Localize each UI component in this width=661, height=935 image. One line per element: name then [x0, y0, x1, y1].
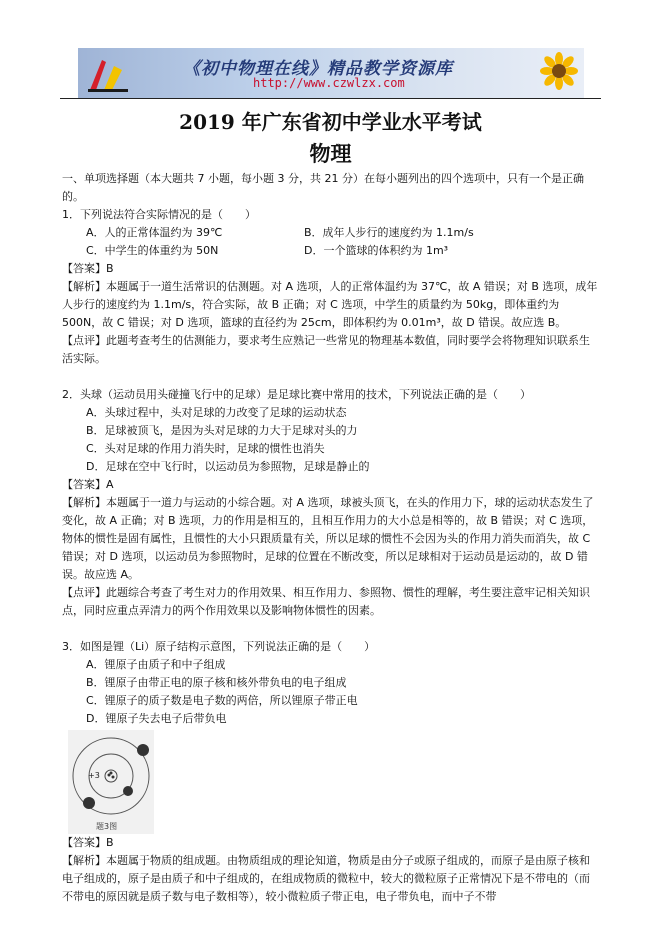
figure-caption: 题3图: [96, 822, 118, 831]
q3-option-a: A．锂原子由质子和中子组成: [86, 658, 226, 671]
nucleus-charge-label: +3: [88, 771, 100, 780]
lithium-atom-figure: [68, 730, 154, 834]
q2-option-d: D．足球在空中飞行时，以运动员为参照物，足球是静止的: [86, 460, 370, 473]
q1-analysis: 【解析】本题属于一道生活常识的估测题。对 A 选项，人的正常体温约为 37℃，故 A 错误；对 B 选项，成年人步行的速度约为 1.1m/s，符合实际，故 B 正确；对 C 选项，中学生的质量约为 50kg，即体重约为 500N，故 C 错误；对 D 选项，篮球的直径约为 25cm，即体积约为 0.01m³，故 D 错误。故应选 B。: [62, 280, 598, 329]
q1-options-row2: [62, 242, 600, 260]
atom-diagram: [68, 730, 154, 834]
q2-answer: 【答案】A: [62, 478, 114, 491]
q3-answer: 【答案】B: [62, 836, 114, 849]
banner-url[interactable]: http://www.czwlzx.com: [253, 76, 405, 90]
q2-option-c: C．头对足球的作用力消失时，足球的惯性也消失: [86, 442, 325, 455]
q1-options-row1: [62, 224, 600, 242]
q1-option-b: B．成年人步行的速度约为 1.1m/s: [304, 226, 474, 239]
q1-option-d: D．一个篮球的体积约为 1m³: [304, 244, 449, 257]
q1-answer: 【答案】B: [62, 262, 114, 275]
q2-analysis: 【解析】本题属于一道力与运动的小综合题。对 A 选项，球被头顶飞，在头的作用力下，球的运动状态发生了变化，故 A 正确；对 B 选项，力的作用是相互的，且相互作用力的大小总是相等的，故 B 错误；对 C 选项，物体的惯性是固有属性，且惯性的大小只跟质量有关，所以足球的惯性不会因为头的作用力消失而消失，故 C 错误；对 D 选项，以运动员为参照物时，足球的位置在不断改变，所以足球相对于运动员是运动的，故 D 错误。故应选 A。: [62, 496, 594, 581]
q2-option-a: A．头球过程中，头对足球的力改变了足球的运动状态: [86, 406, 347, 419]
document-body: [62, 170, 600, 906]
q3-option-c: C．锂原子的质子数是电子数的两倍，所以锂原子带正电: [86, 694, 358, 707]
q1-stem: 1．下列说法符合实际情况的是（ ）: [62, 208, 256, 221]
logo-icon: [84, 52, 134, 94]
q2-stem: 2．头球（运动员用头碰撞飞行中的足球）是足球比赛中常用的技术，下列说法正确的是（ ）: [62, 388, 531, 401]
q3-stem: 3．如图是锂（Li）原子结构示意图，下列说法正确的是（ ）: [62, 640, 376, 653]
banner-title: 《初中物理在线》精品教学资源库: [183, 59, 453, 79]
q1-option-c: C．中学生的体重约为 50N: [86, 244, 219, 257]
q1-comment: 【点评】此题考查考生的估测能力，要求考生应熟记一些常见的物理基本数值，同时要学会将物理知识联系生活实际。: [62, 334, 590, 365]
header-banner: [78, 48, 584, 99]
q2-option-b: B．足球被顶飞，是因为头对足球的力大于足球对头的力: [86, 424, 358, 437]
q3-analysis: 【解析】本题属于物质的组成题。由物质组成的理论知道，物质是由分子或原子组成的，而原子是由原子核和电子组成的，原子是由质子和中子组成的，在组成物质的微粒中，较大的微粒原子正常情况下是不带电的（而不带电的原因就是质子数与电子数相等），较小微粒质子带正电，电子带负电，而中子不带: [62, 854, 590, 903]
header-divider: [60, 98, 601, 99]
q1-option-a: A．人的正常体温约为 39℃: [86, 226, 223, 239]
q2-comment: 【点评】此题综合考查了考生对力的作用效果、相互作用力、参照物、惯性的理解，考生要注意牢记相关知识点，同时应重点弄清力的两个作用效果以及影响物体惯性的因素。: [62, 586, 590, 617]
section-intro: 一、单项选择题（本大题共 7 小题，每小题 3 分，共 21 分）在每小题列出的四个选项中，只有一个是正确的。: [62, 172, 584, 203]
sunflower-icon: [538, 51, 580, 95]
exam-title: 2019 年广东省初中学业水平考试: [179, 110, 482, 134]
q3-option-b: B．锂原子由带正电的原子核和核外带负电的电子组成: [86, 676, 347, 689]
subject-title: 物理: [309, 141, 352, 166]
q3-option-d: D．锂原子失去电子后带负电: [86, 712, 227, 725]
